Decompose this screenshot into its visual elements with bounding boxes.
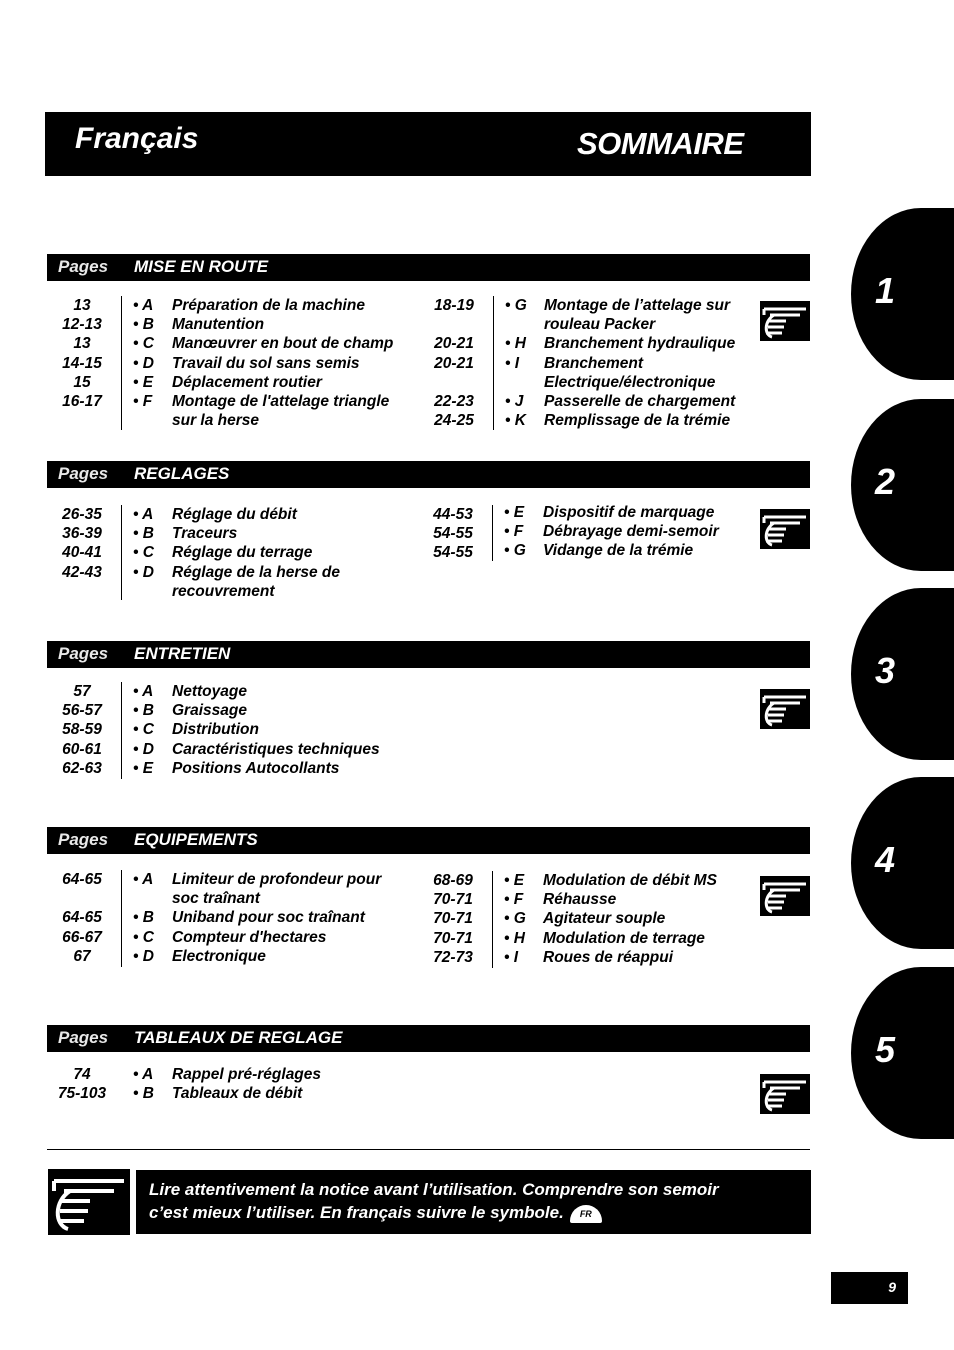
toc-entry[interactable]: soc traînant bbox=[172, 890, 260, 908]
notice-text: c’est mieux l’utiliser. En français suivre le symbole. bbox=[149, 1203, 564, 1222]
page-ref[interactable]: 13 bbox=[73, 335, 91, 353]
toc-entry[interactable]: Réglage de la herse de bbox=[172, 563, 340, 581]
notice-line-1: Lire attentivement la notice avant l’utilisation. Comprendre son semoir bbox=[149, 1180, 719, 1199]
item-letter: • B bbox=[133, 702, 154, 720]
page-ref[interactable]: 40-41 bbox=[62, 544, 102, 562]
page-column bbox=[411, 871, 495, 967]
page-ref bbox=[412, 373, 496, 392]
pages-label: Pages bbox=[58, 830, 109, 849]
toc-entry[interactable]: Tableaux de débit bbox=[172, 1085, 303, 1103]
item-letter: • I bbox=[505, 354, 520, 372]
item-letter: • E bbox=[133, 759, 154, 777]
page-ref[interactable]: 44-53 bbox=[433, 506, 473, 523]
pages-label: Pages bbox=[58, 257, 109, 276]
toc-entry[interactable]: Manutention bbox=[172, 316, 265, 334]
page-ref[interactable]: 12-13 bbox=[62, 316, 102, 334]
toc-entry[interactable]: Préparation de la machine bbox=[172, 297, 365, 314]
item-letter bbox=[133, 411, 154, 430]
toc-entry[interactable]: Dispositif de marquage bbox=[543, 504, 715, 521]
section-header-tableaux bbox=[47, 1025, 810, 1052]
page-ref[interactable]: 42-43 bbox=[62, 563, 102, 581]
divider bbox=[492, 871, 493, 968]
title-column bbox=[172, 1065, 321, 1103]
page-ref[interactable]: 57 bbox=[73, 683, 91, 700]
page-ref[interactable]: 56-57 bbox=[62, 702, 102, 720]
title-column bbox=[172, 682, 380, 778]
toc-entry[interactable]: Branchement bbox=[544, 354, 644, 372]
item-letter: • F bbox=[504, 891, 524, 909]
page-ref[interactable]: 22-23 bbox=[434, 392, 474, 410]
item-letter: • E bbox=[133, 373, 154, 391]
chapter-tab-1[interactable] bbox=[851, 208, 954, 380]
toc-entry[interactable]: Electrique/électronique bbox=[544, 373, 716, 391]
item-letter bbox=[133, 889, 154, 908]
page-ref bbox=[40, 582, 124, 601]
section-title: ENTRETIEN bbox=[134, 644, 231, 663]
toc-entry[interactable]: Caractéristiques techniques bbox=[172, 740, 380, 758]
toc-entry[interactable]: Modulation de terrage bbox=[543, 929, 705, 947]
page-column bbox=[40, 1065, 124, 1103]
pages-label: Pages bbox=[58, 644, 109, 663]
pointing-hand-icon bbox=[48, 1169, 130, 1235]
toc-entry[interactable]: Montage de l’attelage sur bbox=[544, 297, 731, 314]
item-letter bbox=[133, 582, 154, 601]
letter-column bbox=[133, 1065, 154, 1103]
item-letter: • A bbox=[133, 297, 154, 314]
toc-entry[interactable]: Limiteur de profondeur pour bbox=[172, 871, 382, 888]
tab-number: 2 bbox=[875, 461, 896, 502]
toc-entry[interactable]: Roues de réappui bbox=[543, 948, 674, 966]
toc-entry[interactable]: Positions Autocollants bbox=[172, 759, 340, 777]
page-ref[interactable]: 62-63 bbox=[62, 759, 102, 777]
item-letter: • A bbox=[133, 871, 154, 888]
tab-number: 3 bbox=[875, 650, 896, 691]
item-letter: • G bbox=[505, 297, 527, 314]
toc-entry[interactable]: Agitateur souple bbox=[543, 910, 666, 928]
page-ref[interactable]: 26-35 bbox=[62, 506, 102, 523]
toc-entry[interactable]: Réglage du terrage bbox=[172, 544, 313, 562]
title-column bbox=[543, 503, 719, 561]
pointing-hand-icon bbox=[760, 509, 810, 549]
item-letter: • B bbox=[133, 525, 154, 543]
toc-entry[interactable]: Electronique bbox=[172, 947, 266, 965]
toc-entry[interactable]: Remplissage de la trémie bbox=[544, 412, 731, 430]
title-column bbox=[543, 871, 717, 967]
header-banner bbox=[45, 112, 811, 176]
toc-entry[interactable]: Vidange de la trémie bbox=[543, 542, 694, 560]
letter-column bbox=[133, 505, 154, 601]
toc-entry[interactable]: Modulation de débit MS bbox=[543, 872, 717, 889]
chapter-tab-3[interactable] bbox=[851, 588, 954, 760]
item-letter: • E bbox=[504, 504, 525, 521]
toc-entry[interactable]: Déplacement routier bbox=[172, 373, 322, 391]
item-letter bbox=[505, 373, 527, 392]
toc-entry[interactable]: Uniband pour soc traînant bbox=[172, 909, 365, 927]
toc-entry[interactable]: Graissage bbox=[172, 702, 247, 720]
pointing-hand-icon bbox=[760, 876, 810, 916]
item-letter: • A bbox=[133, 506, 154, 523]
page-ref[interactable]: 16-17 bbox=[62, 392, 102, 410]
page-ref[interactable]: 14-15 bbox=[62, 354, 102, 372]
item-letter bbox=[505, 315, 527, 334]
toc-entry[interactable]: Montage de l'attelage triangle bbox=[172, 392, 390, 410]
page-ref[interactable]: 54-55 bbox=[433, 525, 473, 543]
pointing-hand-icon bbox=[760, 301, 810, 341]
item-letter: • B bbox=[133, 909, 154, 927]
item-letter: • F bbox=[133, 392, 153, 410]
pages-label: Pages bbox=[58, 464, 109, 483]
item-letter: • K bbox=[505, 412, 526, 430]
item-letter: • E bbox=[504, 872, 525, 889]
letter-column bbox=[504, 871, 526, 967]
divider bbox=[492, 505, 493, 561]
divider bbox=[121, 505, 122, 600]
title-column bbox=[172, 870, 381, 966]
item-letter: • A bbox=[133, 683, 154, 700]
title-column bbox=[172, 296, 393, 430]
item-letter: • J bbox=[505, 392, 524, 410]
toc-entry[interactable]: Compteur d'hectares bbox=[172, 928, 327, 946]
toc-entry[interactable]: Distribution bbox=[172, 721, 259, 739]
page-ref[interactable]: 20-21 bbox=[434, 354, 474, 372]
page-ref bbox=[40, 411, 124, 430]
page-ref[interactable]: 70-71 bbox=[433, 910, 473, 928]
toc-entry[interactable]: Rappel pré-réglages bbox=[172, 1066, 322, 1083]
toc-entry[interactable]: Débrayage demi-semoir bbox=[543, 523, 719, 541]
item-letter: • A bbox=[133, 1066, 154, 1083]
page-ref[interactable]: 20-21 bbox=[434, 335, 474, 353]
page-ref[interactable]: 64-65 bbox=[62, 909, 102, 927]
toc-entry[interactable]: Branchement hydraulique bbox=[544, 335, 736, 353]
toc-entry[interactable]: Travail du sol sans semis bbox=[172, 354, 360, 372]
page-ref[interactable]: 13 bbox=[73, 297, 91, 314]
section-title: MISE EN ROUTE bbox=[134, 257, 269, 276]
letter-column bbox=[133, 296, 154, 430]
toc-entry[interactable]: Manœuvrer en bout de champ bbox=[172, 335, 394, 353]
toc-entry[interactable]: Nettoyage bbox=[172, 683, 247, 700]
title-column bbox=[172, 505, 340, 601]
page-ref bbox=[40, 889, 124, 908]
pages-label: Pages bbox=[58, 1028, 109, 1047]
divider bbox=[121, 682, 122, 779]
section-title: REGLAGES bbox=[134, 464, 230, 483]
page-title: SOMMAIRE bbox=[577, 126, 744, 161]
divider bbox=[121, 296, 122, 430]
page-column bbox=[40, 296, 124, 430]
item-letter: • G bbox=[504, 910, 526, 928]
section-header-reglages bbox=[47, 461, 810, 488]
page-number-text: 9 bbox=[888, 1279, 896, 1295]
item-letter: • F bbox=[504, 523, 524, 541]
language-title: Français bbox=[75, 122, 199, 155]
toc-entry[interactable]: Réglage du débit bbox=[172, 506, 297, 523]
page-ref[interactable]: 64-65 bbox=[62, 871, 102, 888]
page-ref[interactable]: 24-25 bbox=[434, 412, 474, 430]
section-header-equipements bbox=[47, 827, 810, 854]
fr-badge-icon: FR bbox=[570, 1205, 602, 1223]
title-column bbox=[544, 296, 735, 430]
tab-number: 4 bbox=[875, 839, 896, 880]
page-ref[interactable]: 66-67 bbox=[62, 928, 102, 946]
item-letter: • D bbox=[133, 563, 154, 581]
toc-entry[interactable]: Réhausse bbox=[543, 891, 617, 909]
page-ref[interactable]: 36-39 bbox=[62, 525, 102, 543]
item-letter: • D bbox=[133, 354, 154, 372]
page-ref[interactable]: 75-103 bbox=[57, 1085, 107, 1103]
page-ref[interactable]: 72-73 bbox=[433, 948, 473, 966]
pointing-hand-icon bbox=[760, 689, 810, 729]
item-letter: • C bbox=[133, 544, 154, 562]
page-number bbox=[831, 1272, 908, 1304]
item-letter: • H bbox=[504, 929, 525, 947]
section-title: EQUIPEMENTS bbox=[134, 830, 258, 849]
divider bbox=[493, 296, 494, 430]
tab-number: 5 bbox=[875, 1029, 896, 1070]
chapter-tab-4[interactable] bbox=[851, 777, 954, 949]
page-column bbox=[412, 296, 496, 430]
item-letter: • I bbox=[504, 948, 519, 966]
pointing-hand-icon bbox=[760, 1074, 810, 1114]
page-ref[interactable]: 68-69 bbox=[433, 872, 473, 889]
horizontal-rule bbox=[47, 1149, 810, 1150]
toc-entry[interactable]: rouleau Packer bbox=[544, 316, 656, 334]
toc-entry[interactable]: Traceurs bbox=[172, 525, 238, 543]
page-ref[interactable]: 60-61 bbox=[62, 740, 102, 758]
page-ref[interactable]: 70-71 bbox=[433, 891, 473, 909]
letter-column bbox=[505, 296, 527, 430]
page-ref[interactable]: 67 bbox=[73, 947, 91, 965]
item-letter: • D bbox=[133, 740, 154, 758]
page-column bbox=[40, 505, 124, 601]
page-ref[interactable]: 74 bbox=[73, 1066, 91, 1083]
chapter-tab-2[interactable] bbox=[851, 399, 954, 571]
item-letter: • D bbox=[133, 947, 154, 965]
notice-box bbox=[136, 1170, 811, 1234]
tab-number: 1 bbox=[875, 270, 896, 311]
item-letter: • G bbox=[504, 542, 526, 560]
toc-entry[interactable]: recouvrement bbox=[172, 582, 275, 600]
chapter-tab-5[interactable] bbox=[851, 967, 954, 1139]
page-column bbox=[411, 505, 495, 563]
letter-column bbox=[133, 870, 154, 966]
divider bbox=[121, 870, 122, 967]
item-letter: • C bbox=[133, 721, 154, 739]
page-column bbox=[40, 682, 124, 778]
section-header-mise-en-route bbox=[47, 254, 810, 281]
item-letter: • B bbox=[133, 316, 154, 334]
notice-line-2 bbox=[149, 1201, 602, 1224]
page-column bbox=[40, 870, 124, 966]
page-ref[interactable]: 15 bbox=[73, 373, 91, 391]
toc-entry[interactable]: sur la herse bbox=[172, 412, 260, 430]
letter-column bbox=[133, 682, 154, 778]
item-letter: • C bbox=[133, 928, 154, 946]
item-letter: • C bbox=[133, 335, 154, 353]
section-title: TABLEAUX DE REGLAGE bbox=[134, 1028, 343, 1047]
page-ref[interactable]: 58-59 bbox=[62, 721, 102, 739]
page-ref[interactable]: 70-71 bbox=[433, 929, 473, 947]
page-ref bbox=[412, 315, 496, 334]
toc-entry[interactable]: Passerelle de chargement bbox=[544, 392, 736, 410]
section-header-entretien bbox=[47, 641, 810, 668]
item-letter: • B bbox=[133, 1085, 154, 1103]
page-ref[interactable]: 18-19 bbox=[434, 297, 474, 314]
item-letter: • H bbox=[505, 335, 526, 353]
page-ref[interactable]: 54-55 bbox=[433, 544, 473, 562]
letter-column bbox=[504, 503, 526, 561]
